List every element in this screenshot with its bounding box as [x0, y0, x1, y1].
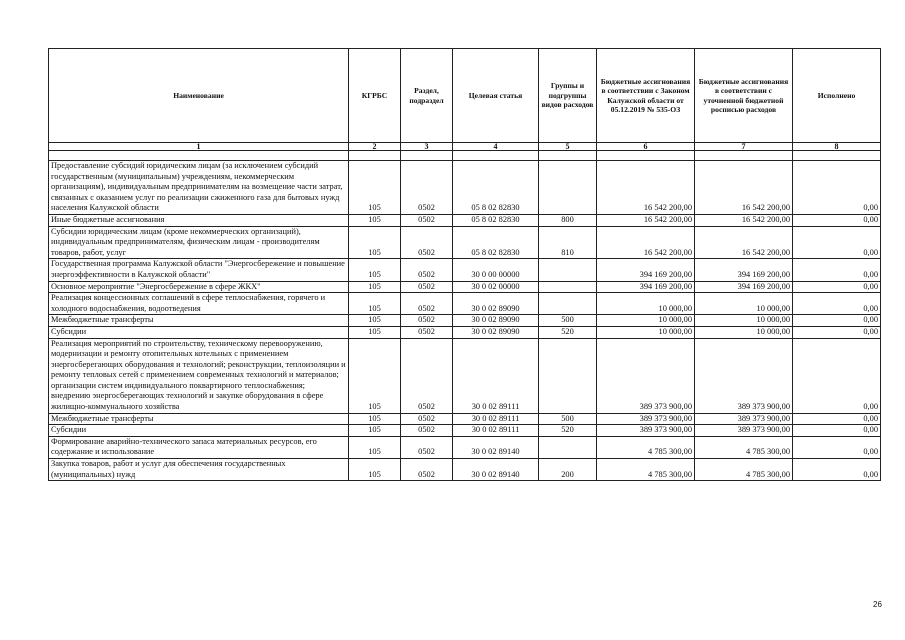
cell-utoch-amount: 10 000,00: [695, 326, 793, 338]
cell-vid-rashodov: 500: [539, 315, 597, 327]
table-row: [49, 161, 881, 215]
cell-razdel: 0502: [401, 436, 453, 458]
cell-law-amount: 394 169 200,00: [597, 259, 695, 281]
cell-name: Субсидии юридическим лицам (кроме некоммерческих организаций), индивидуальным предпринимателям, физическим лицам - производителям товаров, работ, услуг: [49, 226, 349, 259]
header-row: [49, 49, 881, 143]
column-number-row: [49, 143, 881, 151]
spacer-row: [49, 151, 881, 161]
cell-razdel: 0502: [401, 459, 453, 481]
cell-ispolneno: 0,00: [793, 425, 881, 437]
cell-ispolneno: 0,00: [793, 338, 881, 413]
cell-name: Формирование аварийно-технического запаса материальных ресурсов, его содержание и использование: [49, 436, 349, 458]
spacer-cell: [49, 151, 349, 161]
cell-law-amount: 10 000,00: [597, 326, 695, 338]
cell-kgrbs: 105: [349, 315, 401, 327]
cell-kgrbs: 105: [349, 226, 401, 259]
cell-razdel: 0502: [401, 281, 453, 293]
cell-kgrbs: 105: [349, 214, 401, 226]
cell-celevaya-statya: 30 0 02 89111: [453, 413, 539, 425]
table-row: [49, 425, 881, 437]
cell-utoch-amount: 16 542 200,00: [695, 214, 793, 226]
cell-celevaya-statya: 05 8 02 82830: [453, 226, 539, 259]
cell-law-amount: 16 542 200,00: [597, 161, 695, 215]
cell-law-amount: 4 785 300,00: [597, 436, 695, 458]
cell-ispolneno: 0,00: [793, 436, 881, 458]
budget-table: [48, 48, 881, 481]
table-row: [49, 214, 881, 226]
cell-name: Субсидии: [49, 326, 349, 338]
header-celevaya: Целевая статья: [453, 49, 539, 143]
cell-vid-rashodov: 800: [539, 214, 597, 226]
header-ispolneno: Исполнено: [793, 49, 881, 143]
spacer-cell: [349, 151, 401, 161]
header-kgrbs: КГРБС: [349, 49, 401, 143]
cell-celevaya-statya: 30 0 02 89111: [453, 425, 539, 437]
cell-razdel: 0502: [401, 326, 453, 338]
cell-law-amount: 389 373 900,00: [597, 413, 695, 425]
cell-vid-rashodov: [539, 293, 597, 315]
cell-kgrbs: 105: [349, 436, 401, 458]
cell-kgrbs: 105: [349, 338, 401, 413]
table-row: [49, 281, 881, 293]
cell-ispolneno: 0,00: [793, 281, 881, 293]
cell-celevaya-statya: 30 0 02 89111: [453, 338, 539, 413]
cell-ispolneno: 0,00: [793, 226, 881, 259]
header-razdel: Раздел, подраздел: [401, 49, 453, 143]
cell-law-amount: 10 000,00: [597, 315, 695, 327]
cell-ispolneno: 0,00: [793, 161, 881, 215]
colnum: 7: [695, 143, 793, 151]
cell-law-amount: 389 373 900,00: [597, 338, 695, 413]
header-name: Наименование: [49, 49, 349, 143]
table-row: [49, 293, 881, 315]
table-row: [49, 315, 881, 327]
colnum: 4: [453, 143, 539, 151]
cell-utoch-amount: 389 373 900,00: [695, 425, 793, 437]
cell-razdel: 0502: [401, 226, 453, 259]
cell-utoch-amount: 16 542 200,00: [695, 226, 793, 259]
spacer-cell: [401, 151, 453, 161]
cell-utoch-amount: 10 000,00: [695, 315, 793, 327]
cell-name: Основное мероприятие "Энергосбережение в сфере ЖКХ": [49, 281, 349, 293]
table-row: [49, 436, 881, 458]
cell-celevaya-statya: 30 0 00 00000: [453, 259, 539, 281]
cell-kgrbs: 105: [349, 425, 401, 437]
table-row: [49, 459, 881, 481]
table-row: [49, 226, 881, 259]
cell-law-amount: 4 785 300,00: [597, 459, 695, 481]
cell-ispolneno: 0,00: [793, 214, 881, 226]
cell-vid-rashodov: 500: [539, 413, 597, 425]
cell-razdel: 0502: [401, 214, 453, 226]
page-number: 26: [873, 600, 882, 609]
cell-vid-rashodov: [539, 338, 597, 413]
cell-celevaya-statya: 30 0 02 89140: [453, 459, 539, 481]
cell-utoch-amount: 389 373 900,00: [695, 338, 793, 413]
cell-vid-rashodov: 520: [539, 326, 597, 338]
cell-razdel: 0502: [401, 315, 453, 327]
cell-kgrbs: 105: [349, 281, 401, 293]
cell-vid-rashodov: [539, 281, 597, 293]
spacer-cell: [695, 151, 793, 161]
cell-utoch-amount: 394 169 200,00: [695, 259, 793, 281]
header-law: Бюджетные ассигнования в соответствии с Законом Калужской области от 05.12.2019 № 535-ОЗ: [597, 49, 695, 143]
cell-razdel: 0502: [401, 161, 453, 215]
cell-law-amount: 389 373 900,00: [597, 425, 695, 437]
table-row: [49, 326, 881, 338]
cell-kgrbs: 105: [349, 259, 401, 281]
cell-celevaya-statya: 30 0 02 89140: [453, 436, 539, 458]
cell-vid-rashodov: [539, 161, 597, 215]
cell-name: Государственная программа Калужской области "Энергосбережение и повышение энергоэффективности в Калужской области": [49, 259, 349, 281]
cell-kgrbs: 105: [349, 161, 401, 215]
cell-celevaya-statya: 05 8 02 82830: [453, 214, 539, 226]
cell-law-amount: 16 542 200,00: [597, 226, 695, 259]
cell-kgrbs: 105: [349, 326, 401, 338]
header-vidy: Группы и подгруппы видов расходов: [539, 49, 597, 143]
cell-razdel: 0502: [401, 413, 453, 425]
cell-name: Межбюджетные трансферты: [49, 413, 349, 425]
cell-name: Субсидии: [49, 425, 349, 437]
spacer-cell: [793, 151, 881, 161]
cell-law-amount: 16 542 200,00: [597, 214, 695, 226]
cell-utoch-amount: 4 785 300,00: [695, 436, 793, 458]
spacer-cell: [453, 151, 539, 161]
colnum: 1: [49, 143, 349, 151]
table-row: [49, 259, 881, 281]
cell-utoch-amount: 4 785 300,00: [695, 459, 793, 481]
cell-kgrbs: 105: [349, 459, 401, 481]
cell-utoch-amount: 10 000,00: [695, 293, 793, 315]
cell-celevaya-statya: 30 0 02 00000: [453, 281, 539, 293]
cell-vid-rashodov: 520: [539, 425, 597, 437]
cell-celevaya-statya: 30 0 02 89090: [453, 326, 539, 338]
table-row: [49, 338, 881, 413]
cell-name: Предоставление субсидий юридическим лицам (за исключением субсидий государственным (муниципальным) учреждениям, некоммерческим организациям), индивидуальным предпринимателям на возмещение части затрат, связанных с оказанием услуг по реализации сжиженного газа для бытовых нужд населения Калужской области: [49, 161, 349, 215]
cell-vid-rashodov: [539, 436, 597, 458]
colnum: 8: [793, 143, 881, 151]
colnum: 5: [539, 143, 597, 151]
cell-utoch-amount: 16 542 200,00: [695, 161, 793, 215]
colnum: 3: [401, 143, 453, 151]
cell-razdel: 0502: [401, 293, 453, 315]
cell-vid-rashodov: 200: [539, 459, 597, 481]
cell-kgrbs: 105: [349, 293, 401, 315]
cell-vid-rashodov: [539, 259, 597, 281]
cell-razdel: 0502: [401, 259, 453, 281]
cell-ispolneno: 0,00: [793, 326, 881, 338]
cell-law-amount: 10 000,00: [597, 293, 695, 315]
cell-razdel: 0502: [401, 338, 453, 413]
cell-name: Закупка товаров, работ и услуг для обеспечения государственных (муниципальных) нужд: [49, 459, 349, 481]
cell-utoch-amount: 394 169 200,00: [695, 281, 793, 293]
cell-name: Реализация концессионных соглашений в сфере теплоснабжения, горячего и холодного водоснабжения, водоотведения: [49, 293, 349, 315]
cell-utoch-amount: 389 373 900,00: [695, 413, 793, 425]
cell-razdel: 0502: [401, 425, 453, 437]
cell-celevaya-statya: 30 0 02 89090: [453, 293, 539, 315]
cell-celevaya-statya: 05 8 02 82830: [453, 161, 539, 215]
cell-ispolneno: 0,00: [793, 315, 881, 327]
cell-law-amount: 394 169 200,00: [597, 281, 695, 293]
cell-ispolneno: 0,00: [793, 259, 881, 281]
spacer-cell: [539, 151, 597, 161]
cell-celevaya-statya: 30 0 02 89090: [453, 315, 539, 327]
colnum: 6: [597, 143, 695, 151]
colnum: 2: [349, 143, 401, 151]
cell-kgrbs: 105: [349, 413, 401, 425]
cell-ispolneno: 0,00: [793, 459, 881, 481]
cell-name: Реализация мероприятий по строительству, техническому перевооружению, модернизации и ремонту отопительных котельных с применением энергосберегающих оборудования и технологий; реконструкции, теплоизоляции и ремонту тепловых сетей с применением современных технологий и материалов; организации систем индивидуального поквартирного теплоснабжения; внедрению энергосберегающих технологий и закупке оборудования в сфере жилищно-коммунального хозяйства: [49, 338, 349, 413]
cell-ispolneno: 0,00: [793, 413, 881, 425]
header-utoch: Бюджетные ассигнования в соответствии с уточненной бюджетной росписью расходов: [695, 49, 793, 143]
table-row: [49, 413, 881, 425]
cell-ispolneno: 0,00: [793, 293, 881, 315]
cell-name: Иные бюджетные ассигнования: [49, 214, 349, 226]
cell-vid-rashodov: 810: [539, 226, 597, 259]
spacer-cell: [597, 151, 695, 161]
cell-name: Межбюджетные трансферты: [49, 315, 349, 327]
